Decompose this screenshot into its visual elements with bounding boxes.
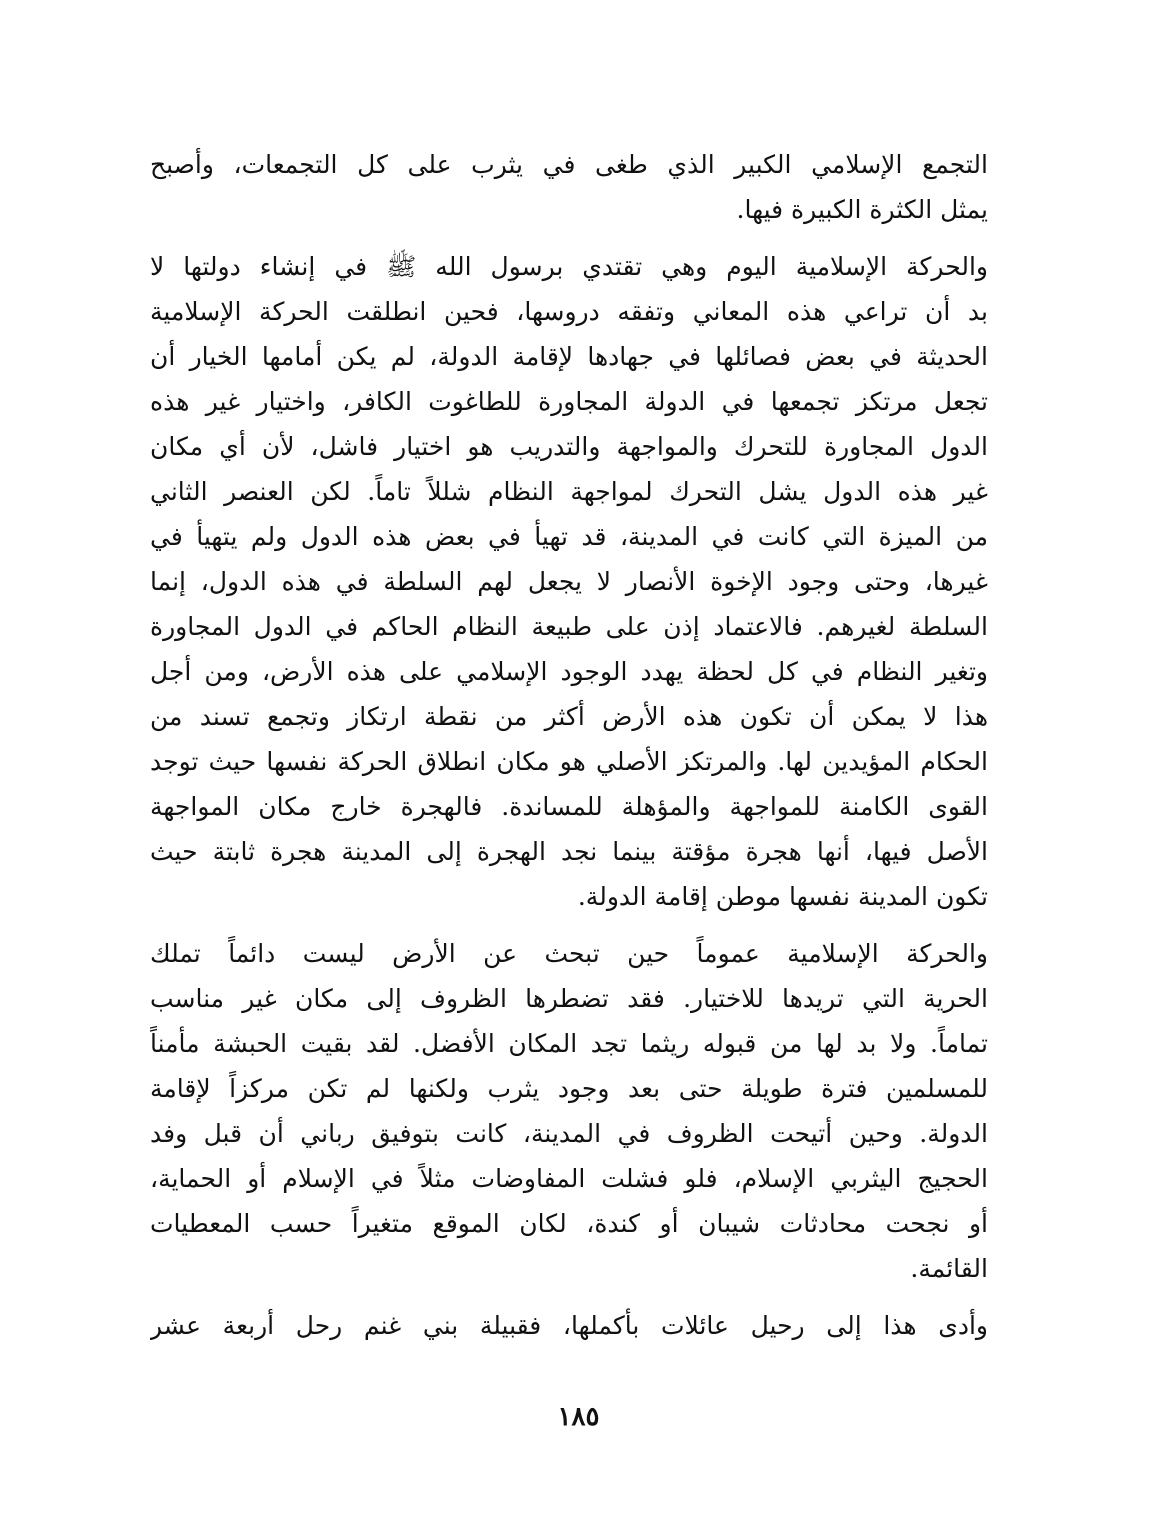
text-line: القوى الكامنة للمواجهة والمؤهلة للمساندة. فالهجرة خارج مكان المواجهة [150,792,988,821]
text-line: الحجيج اليثربي الإسلام، فلو فشلت المفاوضات مثلاً في الإسلام أو الحماية، [150,1164,988,1193]
text-line: الأصل فيها، أنها هجرة مؤقتة بينما نجد الهجرة إلى المدينة هجرة ثابتة حيث [150,837,988,866]
text-line: التجمع الإسلامي الكبير الذي طغى في يثرب على كل التجمعات، وأصبح [150,150,988,179]
text-line: الحكام المؤيدين لها. والمرتكز الأصلي هو مكان انطلاق الحركة نفسها حيث توجد [150,747,988,776]
body-text [150,142,988,1348]
paragraph [150,931,988,1291]
text-line: القائمة. [910,1254,988,1283]
text-line: والحركة الإسلامية عموماً حين تبحث عن الأرض ليست دائماً تملك [150,939,988,968]
text-line: يمثل الكثرة الكبيرة فيها. [736,195,988,224]
text-line: للمسلمين فترة طويلة حتى بعد وجود يثرب ولكنها لم تكن مركزاً لإقامة [150,1074,988,1103]
text-line: غير هذه الدول يشل التحرك لمواجهة النظام شللاً تاماً. لكن العنصر الثاني [150,477,988,506]
text-line: السلطة لغيرهم. فالاعتماد إذن على طبيعة النظام الحاكم في الدول المجاورة [150,612,988,641]
text-line: وتغير النظام في كل لحظة يهدد الوجود الإسلامي على هذه الأرض، ومن أجل [150,657,988,686]
text-line: الحديثة في بعض فصائلها في جهادها لإقامة الدولة، لم يكن أمامها الخيار أن [150,342,988,371]
paragraph [150,1303,988,1348]
paragraph [150,142,988,232]
page-number: ١٨٥ [557,1402,600,1432]
text-line: تجعل مرتكز تجمعها في الدولة المجاورة للطاغوت الكافر، واختيار غير هذه [150,387,988,416]
text-line: بد أن تراعي هذه المعاني وتفقه دروسها، فحين انطلقت الحركة الإسلامية [150,297,988,326]
text-line: وأدى هذا إلى رحيل عائلات بأكملها، فقبيلة بني غنم رحل أربعة عشر [150,1311,988,1340]
text-line: تماماً. ولا بد لها من قبوله ريثما تجد المكان الأفضل. لقد بقيت الحبشة مأمناً [150,1029,988,1058]
paragraph [150,244,988,919]
text-line: الدول المجاورة للتحرك والمواجهة والتدريب هو اختيار فاشل، لأن أي مكان [150,432,988,461]
text-line: الدولة. وحين أتيحت الظروف في المدينة، كانت بتوفيق رباني أن قبل وفد [150,1119,988,1148]
text-line: الحرية التي تريدها للاختيار. فقد تضطرها الظروف إلى مكان غير مناسب [150,984,988,1013]
text-line: من الميزة التي كانت في المدينة، قد تهيأ في بعض هذه الدول ولم يتهيأ في [150,522,988,551]
text-line: تكون المدينة نفسها موطن إقامة الدولة. [577,882,988,911]
text-line: هذا لا يمكن أن تكون هذه الأرض أكثر من نقطة ارتكاز وتجمع تسند من [150,702,988,731]
text-line: أو نجحت محادثات شيبان أو كندة، لكان الموقع متغيراً حسب المعطيات [150,1209,988,1238]
text-line: والحركة الإسلامية اليوم وهي تقتدي برسول الله ﷺ في إنشاء دولتها لا [150,252,988,281]
text-line: غيرها، وحتى وجود الإخوة الأنصار لا يجعل لهم السلطة في هذه الدول، إنما [150,567,988,596]
